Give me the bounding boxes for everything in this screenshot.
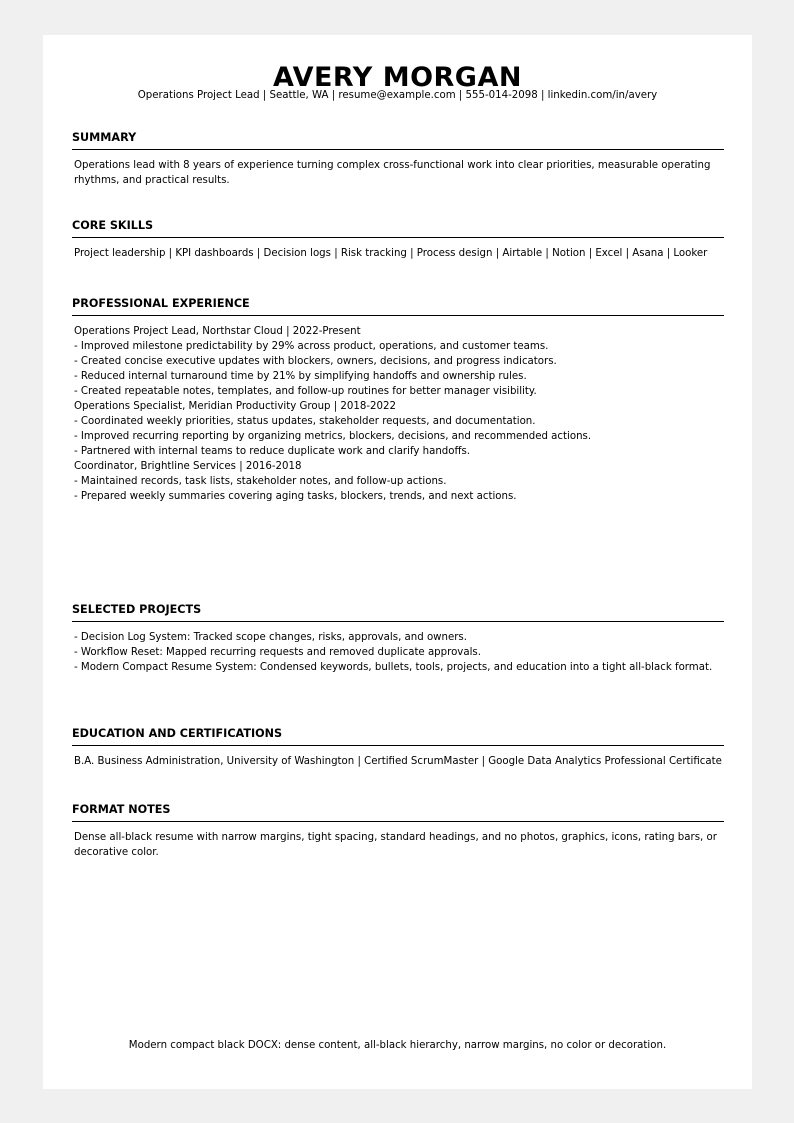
skills-text: Project leadership | KPI dashboards | Decision logs | Risk tracking | Process design | Airtable | Notion | Excel | Asana | Looker [74, 248, 708, 259]
project-bullet: - Modern Compact Resume System: Condensed keywords, bullets, tools, projects, and education into a tight all-black format. [74, 662, 713, 673]
experience-list [74, 324, 722, 504]
experience-bullet: - Created concise executive updates with blockers, owners, decisions, and progress indicators. [74, 356, 557, 367]
experience-role: Operations Project Lead, Northstar Cloud | 2022-Present [74, 326, 361, 337]
projects-list [74, 630, 722, 675]
experience-bullet: - Prepared weekly summaries covering aging tasks, blockers, trends, and next actions. [74, 491, 517, 502]
education-text: B.A. Business Administration, University of Washington | Certified ScrumMaster | Google Data Analytics Professional Certificate [74, 756, 722, 767]
experience-bullet: - Improved recurring reporting by organizing metrics, blockers, decisions, and recommended actions. [74, 431, 592, 442]
format-notes-heading: FORMAT NOTES [72, 803, 724, 822]
page-footer: Modern compact black DOCX: dense content, all-black hierarchy, narrow margins, no color or decoration. [128, 1040, 667, 1051]
experience-bullet: - Created repeatable notes, templates, and follow-up routines for better manager visibility. [74, 386, 537, 397]
project-bullet: - Workflow Reset: Mapped recurring requests and removed duplicate approvals. [74, 647, 481, 658]
skills-heading: CORE SKILLS [72, 219, 724, 238]
experience-heading: PROFESSIONAL EXPERIENCE [72, 297, 724, 316]
candidate-name: AVERY MORGAN [273, 62, 522, 93]
resume-page [43, 35, 752, 1089]
experience-bullet: - Partnered with internal teams to reduce duplicate work and clarify handoffs. [74, 446, 471, 457]
format-notes-text: Dense all-black resume with narrow margins, tight spacing, standard headings, and no photos, graphics, icons, rating bars, or decorative color. [74, 832, 717, 858]
project-bullet: - Decision Log System: Tracked scope changes, risks, approvals, and owners. [74, 632, 467, 643]
projects-heading: SELECTED PROJECTS [72, 603, 724, 622]
experience-bullet: - Improved milestone predictability by 29% across product, operations, and customer teams. [74, 341, 549, 352]
experience-bullet: - Coordinated weekly priorities, status updates, stakeholder requests, and documentation. [74, 416, 536, 427]
experience-bullet: - Maintained records, task lists, stakeholder notes, and follow-up actions. [74, 476, 447, 487]
education-heading: EDUCATION AND CERTIFICATIONS [72, 727, 724, 746]
experience-bullet: - Reduced internal turnaround time by 21% by simplifying handoffs and ownership rules. [74, 371, 527, 382]
experience-role: Coordinator, Brightline Services | 2016-2018 [74, 461, 302, 472]
summary-heading: SUMMARY [72, 131, 724, 150]
contact-line: Operations Project Lead | Seattle, WA | resume@example.com | 555-014-2098 | linkedin.com/in/avery [137, 90, 658, 101]
summary-text: Operations lead with 8 years of experience turning complex cross-functional work into clear priorities, measurable operating rhythms, and practical results. [74, 160, 711, 186]
experience-role: Operations Specialist, Meridian Productivity Group | 2018-2022 [74, 401, 396, 412]
